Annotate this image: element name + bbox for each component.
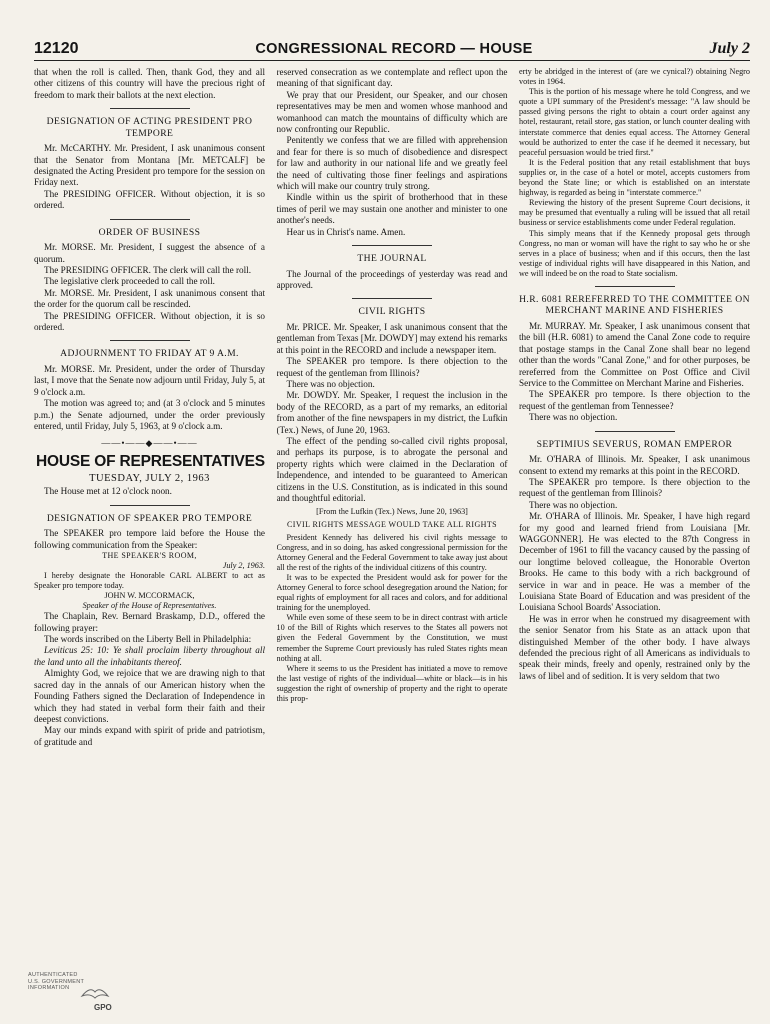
letter-heading: THE SPEAKER'S ROOM, — [102, 551, 197, 561]
page-date: July 2 — [709, 40, 750, 57]
divider — [595, 431, 675, 432]
page-number: 12120 — [34, 40, 79, 57]
editorial-paragraph: erty be abridged in the interest of (are we cynical?) obtaining Negro votes in 1964. — [519, 67, 750, 87]
section-heading: ORDER OF BUSINESS — [98, 226, 201, 238]
paragraph: There was no objection. — [286, 378, 375, 389]
paragraph: Hear us in Christ's name. Amen. — [286, 226, 406, 237]
editorial-paragraph: It was to be expected the President would ask for power for the Attorney General to force school desegregation around the Nation; for equal rights of employment for all races and colors, and for additional training for the unemployed. — [276, 572, 508, 613]
ornament-divider: ——•——◆——•—— — [101, 438, 198, 449]
logo-text-3: INFORMATION — [28, 985, 70, 991]
paragraph: May our minds expand with spirit of pride and patriotism, of gratitude and — [34, 725, 265, 747]
editorial-paragraph: Where it seems to us the President has initiated a move to remove the last vestige of rights of the individual—white or black—is in his suggestion the right of ownership of property and the right to operate this prop- — [276, 663, 508, 703]
paragraph: The SPEAKER pro tempore laid before the House the following communication from the Speaker: — [34, 528, 265, 550]
section-heading: THE JOURNAL — [357, 253, 427, 265]
logo-text-1: AUTHENTICATED — [28, 972, 78, 978]
letter-date: July 2, 1963. — [222, 561, 265, 571]
editorial-paragraph: It is the Federal position that any retail establishment that buys supplies or, in the case of a hotel or motel, accepts customers from beyond the State line; or which is established on an interstate highway, is regarded as being in "interstate commerce." — [519, 157, 750, 198]
paragraph: Mr. MORSE. Mr. President, under the order of Thursday last, I move that the Senate now adjourn until Friday, July 5, at 9 o'clock a.m. — [34, 363, 265, 397]
paragraph: that when the roll is called. Then, thank God, they and all other citizens of this country will have the precious right of freedom to mark their ballots at the next election. — [34, 67, 265, 100]
editorial-paragraph: President Kennedy has delivered his civil rights message to Congress, and in so doing, has asked congressional permission for the Attorney General and the Federal Government to take away just about all the rest of the rights of the individual citizens of this country. — [276, 532, 508, 572]
divider — [352, 298, 432, 299]
paragraph: The legislative clerk proceeded to call the roll. — [44, 276, 215, 287]
paragraph: The effect of the pending so-called civil rights proposal, and perhaps its purpose, is to abrogate the personal and property rights which were claimed in the Declaration of Independence, and intended to be guaranteed to American citizens in the U.S. Constitution, as is indicated in this sound and thoughtful editorial. — [276, 435, 508, 503]
session-date: TUESDAY, JULY 2, 1963 — [89, 473, 210, 485]
paragraph: The SPEAKER pro tempore. Is there objection to the request of the gentleman from Illinois? — [519, 476, 750, 499]
paragraph: Kindle within us the spirit of brotherhood that in these times of peril we may sustain one another and minister to one another's needs. — [276, 192, 508, 226]
divider — [595, 286, 675, 287]
editorial-heading: CIVIL RIGHTS MESSAGE WOULD TAKE ALL RIGHTS — [287, 519, 497, 529]
eagle-icon — [80, 982, 110, 1004]
paragraph: Almighty God, we rejoice that we are drawing nigh to that sacred day in the annals of our American history when the Founding Fathers signed the Declaration of Independence in which they had stated in verbal form their faith and their deepest convictions. — [34, 668, 265, 724]
paragraph: Mr. MORSE. Mr. President, I suggest the absence of a quorum. — [34, 242, 265, 264]
editorial-source: [From the Lufkin (Tex.) News, June 20, 1963] — [316, 507, 468, 517]
paragraph: Mr. McCARTHY. Mr. President, I ask unanimous consent that the Senator from Montana [Mr. METCALF] be designated the Acting President pro tempore for the session on Friday next. — [34, 143, 265, 188]
section-heading: DESIGNATION OF ACTING PRESIDENT PRO TEMPORE — [46, 116, 253, 139]
paragraph: Leviticus 25: 10: Ye shall proclaim liberty throughout all the land unto all the inhabitants thereof. — [34, 645, 265, 667]
paragraph: Penitently we confess that we are filled with apprehension and fear for there is so much of disobedience and disrespect for law and authority in our national life and we greatly feel the need of cultivating those finer feelings and aspirations which will make our country truly strong. — [276, 135, 508, 192]
letter-signer-title: Speaker of the House of Representatives. — [82, 601, 217, 611]
letter-body: I hereby designate the Honorable CARL ALBERT to act as Speaker pro tempore today. — [34, 571, 265, 591]
paragraph: The SPEAKER pro tempore. Is there objection to the request of the gentleman from Illinois? — [276, 356, 508, 378]
editorial-paragraph: While even some of these seem to be in direct contrast with article 10 of the Bill of Rights which reserves to the States all powers not given the Federal Government by the Constitution, we must remember the Supreme Court previously has ruled States rights mean nothing at all. — [276, 613, 508, 663]
logo-mark: GPO — [94, 1003, 112, 1012]
paragraph: The House met at 12 o'clock noon. — [44, 486, 172, 497]
section-heading: SEPTIMIUS SEVERUS, ROMAN EMPEROR — [536, 438, 733, 450]
chamber-heading: HOUSE OF REPRESENTATIVES — [36, 453, 265, 471]
column-1 — [34, 67, 265, 1007]
divider — [352, 245, 432, 246]
editorial-paragraph: This is the portion of his message where he told Congress, and we quote a UPI summary of the President's message: "A law should be passed giving persons the right to obtain a court order against any hotel, restaurant, retail store, gas station, or lunch counter dealing with interstate commerce that denies equal access. The Attorney General would be authorized to enter the case if he deemed it necessary, but peaceful persuasion would be tried first." — [519, 87, 750, 157]
column-2 — [277, 67, 508, 1007]
paragraph: He was in error when he construed my disagreement with the senior Senator from his State as an attack upon that distinguished Member of the other body. I have always defended the precious right of all Americans as individuals to speak their minds, freely and openly, restrained only by the laws of libel and of sedition. It is very seldom that two — [519, 613, 750, 681]
paragraph: Mr. O'HARA of Illinois. Mr. Speaker, I ask unanimous consent to extend my remarks at this point in the RECORD. — [519, 454, 750, 476]
paragraph: The PRESIDING OFFICER. Without objection, it is so ordered. — [34, 310, 265, 332]
paragraph: Mr. MURRAY. Mr. Speaker, I ask unanimous consent that the bill (H.R. 6081) to amend the Canal Zone code to require that postage stamps in the Canal Zone shall bear no legend other than the words "Canal Zone," and for other purposes, be rereferred from the Committee on Post Office and Civil Service to the Committee on Merchant Marine and Fisheries. — [519, 320, 750, 388]
columns — [34, 67, 750, 1007]
paragraph: There was no objection. — [529, 499, 618, 510]
paragraph: There was no objection. — [529, 412, 618, 423]
letter-signer: JOHN W. MCCORMACK, — [104, 591, 195, 601]
paragraph: Mr. O'HARA of Illinois. Mr. Speaker, I have high regard for my good and learned friend from Louisiana [Mr. WAGGONNER]. He was elected to the 87th Congress in December of 1961 to fill the vacancy caused by the passing of our longtime beloved colleague, the Honorable Overton Brooks. He came to this body with a rich background of service in war and in peace. He was a member of the Louisiana State Board of Education and was president of the Louisiana School Boards' Association. — [519, 511, 750, 613]
divider — [110, 108, 190, 109]
section-heading: ADJOURNMENT TO FRIDAY AT 9 A.M. — [60, 348, 239, 360]
editorial-paragraph: Reviewing the history of the present Supreme Court decisions, it may be presumed that eventually a ruling will be issued that all retail business or service establishments come under Federal regulation. — [519, 198, 750, 228]
paragraph: We pray that our President, our Speaker, and our chosen representatives may be men and women whose manhood and womanhood can match the mountains of difficulty which are now confronting our Republic. — [276, 89, 508, 135]
paragraph: Mr. MORSE. Mr. President, I ask unanimous consent that the order for the quorum call be rescinded. — [34, 287, 265, 310]
paragraph: reserved consecration as we contemplate and reflect upon the meaning of that significant day. — [276, 67, 508, 89]
paragraph: The PRESIDING OFFICER. Without objection, it is so ordered. — [34, 188, 265, 211]
publication-title: CONGRESSIONAL RECORD — HOUSE — [255, 41, 533, 57]
paragraph: The Chaplain, Rev. Bernard Braskamp, D.D., offered the following prayer: — [34, 611, 265, 633]
divider — [110, 219, 190, 220]
paragraph: The Journal of the proceedings of yesterday was read and approved. — [276, 268, 508, 290]
paragraph: The PRESIDING OFFICER. The clerk will call the roll. — [44, 264, 252, 275]
logo-text-2: U.S. GOVERNMENT — [28, 978, 85, 985]
section-heading: H.R. 6081 REREFERRED TO THE COMMITTEE ON MERCHANT MARINE AND FISHERIES — [519, 293, 750, 317]
column-3 — [519, 67, 750, 1007]
paragraph: The words inscribed on the Liberty Bell in Philadelphia: — [44, 634, 252, 645]
paragraph: The motion was agreed to; and (at 3 o'clock and 5 minutes p.m.) the Senate adjourned, under the order previously entered, until Friday, July 5, 1963, at 9 o'clock a.m. — [34, 398, 265, 431]
section-heading: CIVIL RIGHTS — [358, 306, 426, 318]
paragraph: Mr. PRICE. Mr. Speaker, I ask unanimous consent that the gentleman from Texas [Mr. DOWDY] may extend his remarks at this point in the RECORD and include a newspaper item. — [276, 321, 508, 355]
editorial-paragraph: This simply means that if the Kennedy proposal gets through Congress, no man or woman will have the right to say who he or she serves in a place of business; when and if this occurs, then the last vestige of individual rights will have disappeared in this Nation, and we will indeed be on the road to State socialism. — [519, 228, 750, 278]
section-heading: DESIGNATION OF SPEAKER PRO TEMPORE — [46, 512, 253, 524]
record-page — [34, 40, 750, 1020]
paragraph: Mr. DOWDY. Mr. Speaker, I request the inclusion in the body of the RECORD, as a part of my remarks, an editorial from another of the fine newspapers in my district, the Lufkin (Tex.) News, of June 20, 1963. — [276, 390, 508, 435]
running-head — [34, 40, 750, 61]
divider — [110, 340, 190, 341]
gpo-authenticated-logo — [28, 972, 118, 1016]
divider — [110, 505, 190, 506]
paragraph: The SPEAKER pro tempore. Is there objection to the request of the gentleman from Tennessee? — [519, 389, 750, 411]
